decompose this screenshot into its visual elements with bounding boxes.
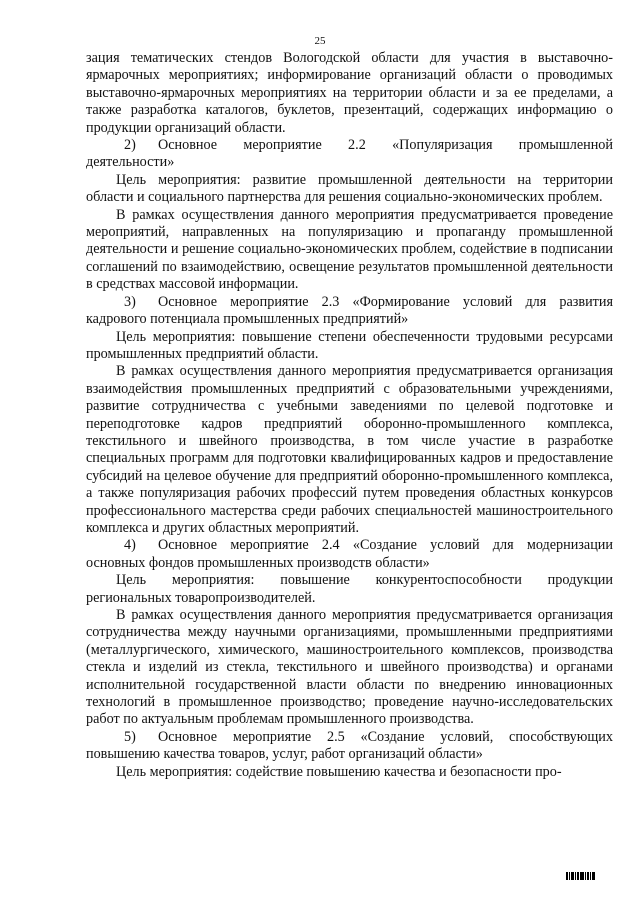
description-paragraph: В рамках осуществления данного мероприятия предусматривается проведение мероприятий, направленных на популяризацию и пропаганду промышленной деятельности и решение социально-экономических проблем, содействие в подписании соглашений по взаимодействию, освещение результатов промышленной деятельности в средствах массовой информации. bbox=[86, 206, 613, 293]
barcode-mark bbox=[566, 872, 596, 880]
item-number: 3) bbox=[124, 293, 136, 310]
goal-paragraph: Цель мероприятия: повышение конкурентоспособности продукции региональных товаропроизводителей. bbox=[86, 572, 613, 606]
description-paragraph: В рамках осуществления данного мероприятия предусматривается организация взаимодействия промышленных предприятий с образовательными учреждениями, развитие сотрудничества с учебными заведениями по целевой подготовке и переподготовке кадров предприятий оборонно-промышленного комплекса, текстильного и швейного производства, в том числе участие в разработке специальных программ для подготовки квалифицированных кадров и предоставление субсидий на целевое обучение для предприятий оборонно-промышленного комплекса, а также популяризация рабочих профессий путем проведения областных конкурсов профессионального мастерства среди рабочих специальностей машиностроительного комплекса и других областных мероприятий. bbox=[86, 363, 613, 536]
item-text: Основное мероприятие 2.2 «Популяризация промышленной деятельности» bbox=[86, 137, 613, 171]
description-paragraph: В рамках осуществления данного мероприятия предусматривается организация сотрудничества между научными организациями, промышленными предприятиями (металлургического, химического, машиностроительного комплексов, производства стекла и изделий из стекла, текстильного и швейного производства) и органами исполнительной государственной власти области по внедрению инновационных технологий в промышленное производство; проведение научно-исследовательских работ по актуальным проблемам промышленного производства. bbox=[86, 607, 613, 728]
list-item-2-2 bbox=[86, 137, 613, 172]
item-number: 4) bbox=[124, 537, 136, 554]
item-number: 5) bbox=[124, 728, 136, 745]
item-text: Основное мероприятие 2.5 «Создание условий, способствующих повышению качества товаров, услуг, работ организаций области» bbox=[86, 728, 613, 763]
item-text: Основное мероприятие 2.4 «Создание условий для модернизации основных фондов промышленных производств области» bbox=[86, 537, 613, 571]
list-item-2-3 bbox=[86, 294, 613, 329]
document-body bbox=[86, 50, 613, 781]
item-text: Основное мероприятие 2.3 «Формирование условий для развития кадрового потенциала промышленных предприятий» bbox=[86, 293, 613, 328]
paragraph-continuation: зация тематических стендов Вологодской области для участия в выставочно-ярмарочных мероприятиях; информирование организаций области о проводимых выставочно-ярмарочных мероприятиях на территории области и за ее пределами, а также разработка каталогов, буклетов, презентаций, содержащих информацию о продукции организаций области. bbox=[86, 50, 613, 136]
goal-paragraph: Цель мероприятия: повышение степени обеспеченности трудовыми ресурсами промышленных предприятий области. bbox=[86, 328, 613, 362]
item-number: 2) bbox=[124, 137, 136, 154]
list-item-2-5 bbox=[86, 729, 613, 764]
goal-paragraph: Цель мероприятия: развитие промышленной деятельности на территории области и социального партнерства для решения социально-экономических проблем. bbox=[86, 171, 613, 206]
list-item-2-4 bbox=[86, 537, 613, 572]
goal-paragraph: Цель мероприятия: содействие повышению качества и безопасности про- bbox=[116, 763, 562, 780]
page-number: 25 bbox=[314, 35, 326, 47]
